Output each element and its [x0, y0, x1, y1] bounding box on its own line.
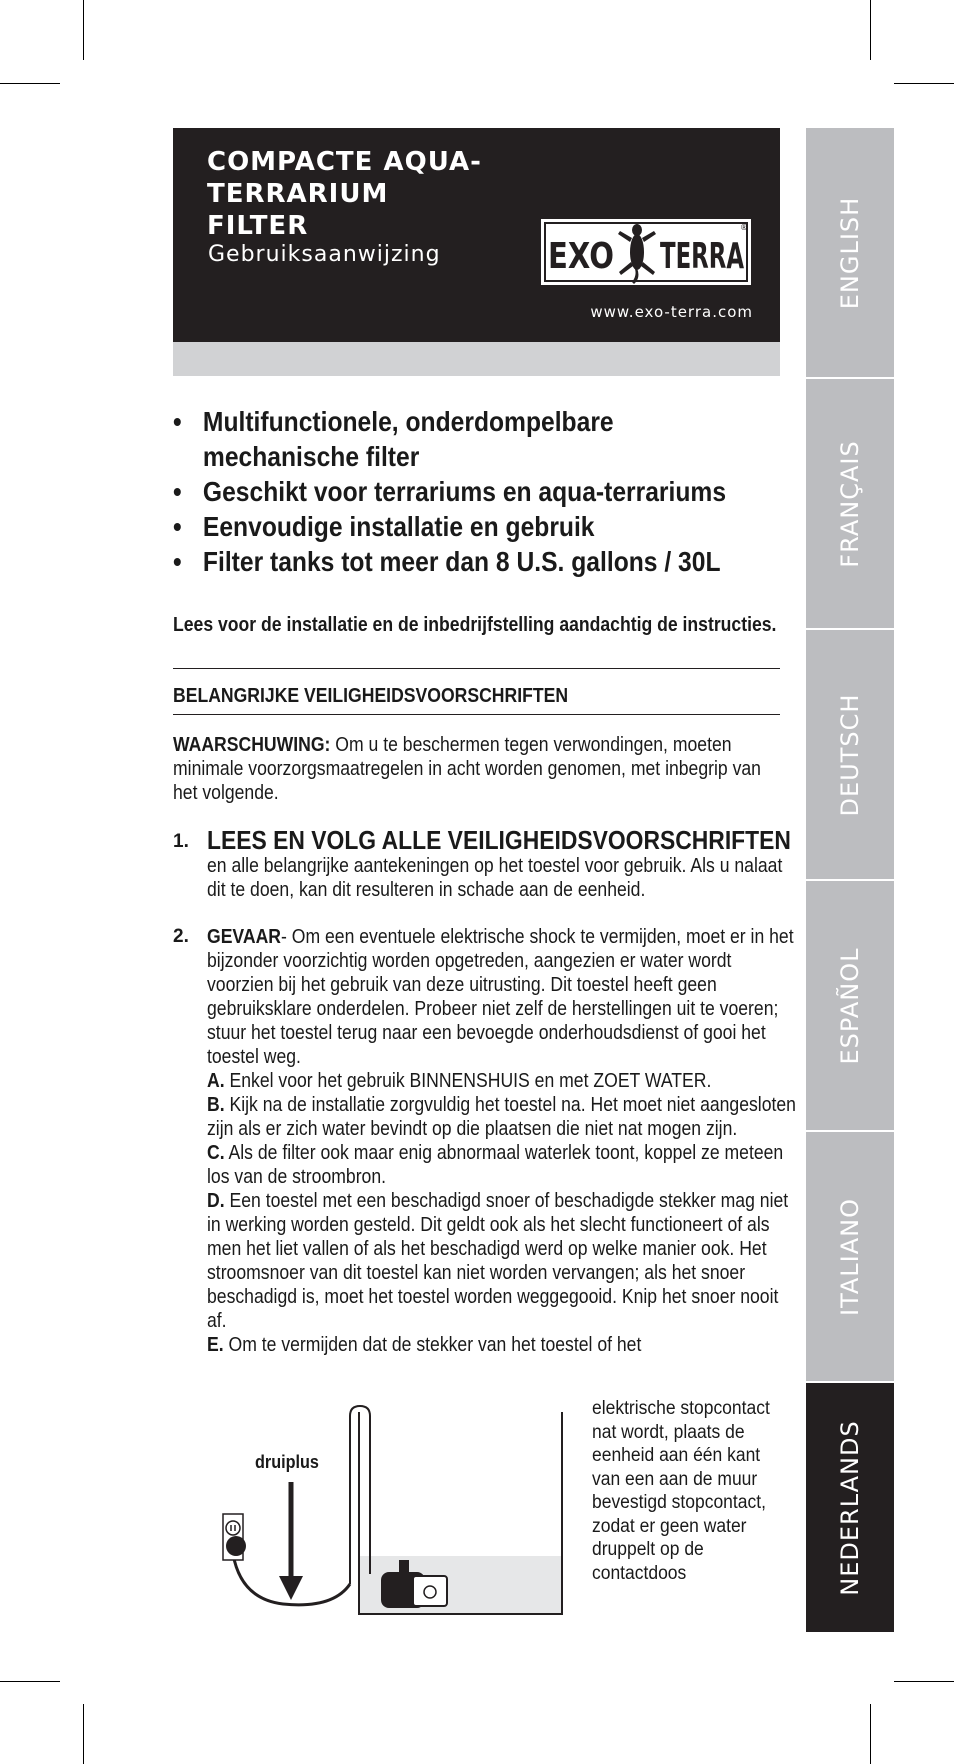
item-number: 2. — [173, 926, 189, 947]
list-item: • Eenvoudige installatie en gebruik — [173, 509, 819, 544]
tab-deutsch[interactable] — [806, 630, 894, 879]
tab-francais[interactable] — [806, 379, 894, 628]
item-text: en alle belangrijke aantekeningen op het toestel voor gebruik. Als u nalaat dit te doen, kan dit resulteren in schade aan de eenheid. — [207, 855, 783, 901]
sub-item-e: E. Om te vermijden dat de stekker van het toestel of het — [207, 1334, 642, 1356]
drip-loop-diagram — [213, 1404, 573, 1624]
outlet-icon — [223, 1514, 246, 1560]
sub-item-b: B. Kijk na de installatie zorgvuldig het toestel na. Het moet niet aangesloten zijn als er zich water bevindt op die plaatsen die niet nat mogen zijn. — [207, 1094, 796, 1140]
svg-text:TERRA: TERRA — [660, 236, 745, 277]
tab-espanol[interactable] — [806, 881, 894, 1130]
divider — [173, 668, 780, 669]
feature-list — [173, 404, 793, 579]
product-title: COMPACTE AQUA- TERRARIUM FILTER — [207, 147, 482, 241]
crop-mark — [0, 83, 60, 84]
safety-heading: BELANGRIJKE VEILIGHEIDSVOORSCHRIFTEN — [173, 685, 569, 707]
intro-text: Lees voor de installatie en de inbedrijfstelling aandachtig de instructies. — [173, 614, 777, 636]
crop-mark — [0, 1681, 60, 1682]
crop-mark — [83, 1704, 84, 1764]
exo-terra-logo — [540, 218, 752, 286]
tab-label: ITALIANO — [836, 1197, 864, 1316]
sub-item-d: D. Een toestel met een beschadigd snoer of beschadigde stekker mag niet in werking worden gesteld. Dit geldt ook als het slecht functioneert of als men het liet vallen of als het beschadigd werd op welke manier ook. Het stroomsnoer van dit toestel kan niet worden vervangen; als het snoer beschadigd is, moet het toestel worden weggegooid. Knip het snoer nooit af. — [207, 1190, 789, 1332]
list-item: • Multifunctionele, onderdompelbare mechanische filter — [173, 404, 678, 474]
svg-text:EXO: EXO — [548, 236, 614, 277]
tab-english[interactable] — [806, 128, 894, 377]
item-heading: GEVAAR — [207, 926, 282, 948]
divider — [173, 714, 780, 715]
crop-mark — [83, 0, 84, 60]
sub-item-c: C. Als de filter ook maar enig abnormaal waterlek toont, koppel ze meteen los van de stroombron. — [207, 1142, 784, 1188]
item-number: 1. — [173, 831, 189, 852]
diagram-label: druiplus — [255, 1452, 319, 1472]
tab-label: NEDERLANDS — [836, 1419, 864, 1596]
sub-item-a: A. Enkel voor het gebruik BINNENSHUIS en met ZOET WATER. — [207, 1070, 712, 1092]
document-subtitle: Gebruiksaanwijzing — [208, 242, 441, 267]
list-item: • Geschikt voor terrariums en aqua-terrariums — [173, 474, 819, 509]
down-arrow-icon — [279, 1482, 303, 1600]
tab-italiano[interactable] — [806, 1132, 894, 1381]
item-body — [207, 925, 798, 1357]
warning-label: WAARSCHUWING: — [173, 734, 331, 756]
website-url: www.exo-terra.com — [590, 303, 753, 321]
header-banner — [173, 128, 780, 342]
tab-label: FRANÇAIS — [836, 439, 864, 568]
warning-text: Om u te beschermen tegen verwondingen, moeten minimale voorzorgsmaatregelen in acht worden genomen, met inbegrip van het volgende. — [173, 734, 761, 804]
tab-label: DEUTSCH — [836, 693, 864, 816]
crop-mark — [870, 1704, 871, 1764]
item-body — [207, 826, 798, 902]
item-heading: LEES EN VOLG ALLE VEILIGHEIDSVOORSCHRIFTEN — [207, 825, 791, 855]
tab-label: ESPAÑOL — [836, 947, 864, 1064]
item-text: GEVAAR- Om een eventuele elektrische shock te vermijden, moet er in het bijzonder voorzichtig worden opgetreden, aangezien er water wordt voorzien bij het gebruik van deze uitrusting. Dit toestel heeft geen gebruiksklare onderdelen. Probeer niet zelf de herstellingen uit te voeren; stuur het toestel terug naar een bevoegde onderhoudsdienst of gooi het toestel weg. — [207, 926, 794, 1068]
tab-label: ENGLISH — [836, 196, 864, 309]
item-e-continued: elektrische stopcontact nat wordt, plaats de eenheid aan één kant van een aan de muur bevestigd stopcontact, zodat er geen water druppelt op de contactdoos — [592, 1398, 770, 1584]
header-grey-band — [173, 342, 780, 376]
warning-paragraph — [173, 733, 787, 805]
tab-nederlands[interactable] — [806, 1383, 894, 1632]
crop-mark — [870, 0, 871, 60]
svg-text:®: ® — [740, 223, 748, 232]
crop-mark — [894, 83, 954, 84]
list-item: • Filter tanks tot meer dan 8 U.S. gallons / 30L — [173, 544, 819, 579]
crop-mark — [894, 1681, 954, 1682]
